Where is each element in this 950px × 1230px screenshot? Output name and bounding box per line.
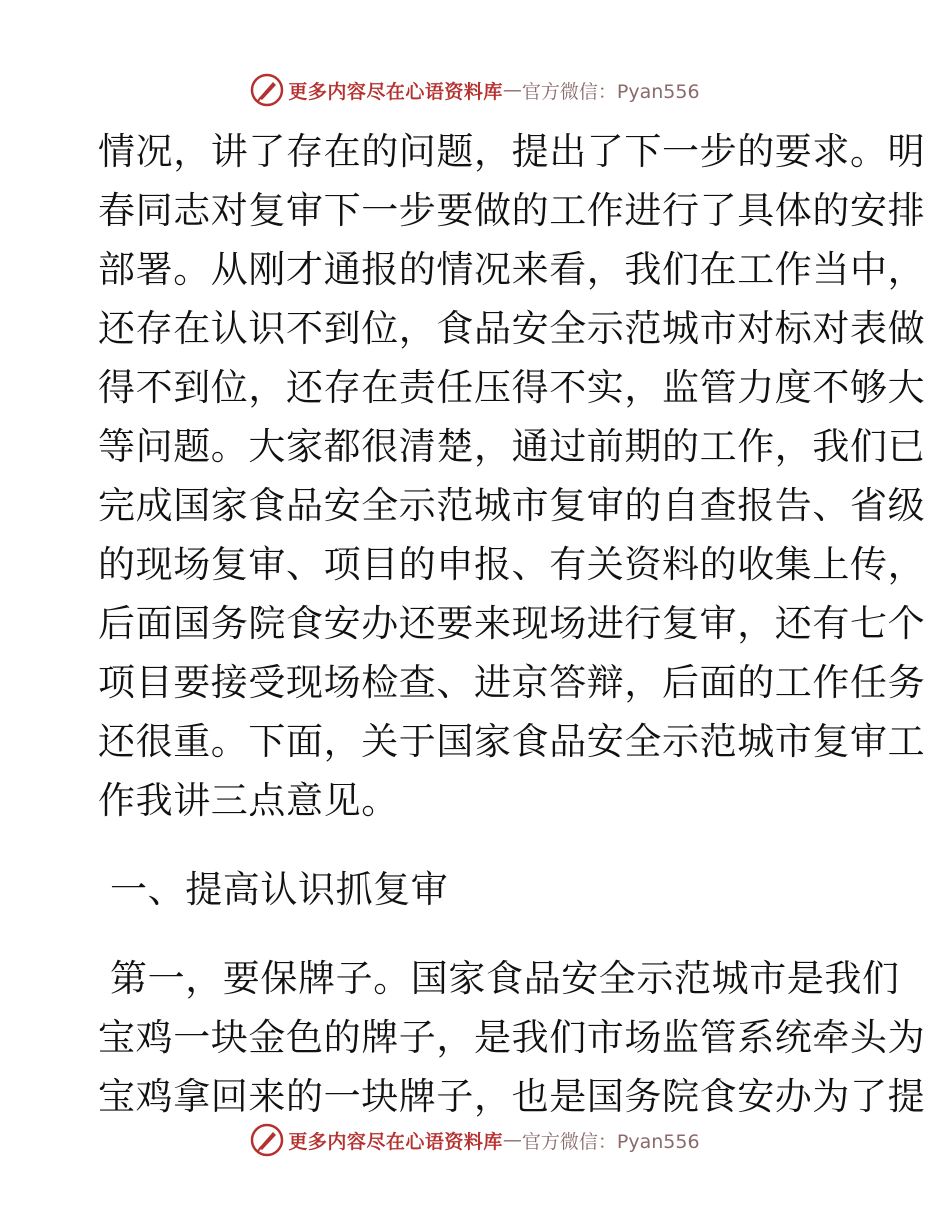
text-line: 第一，要保牌子。国家食品安全示范城市是我们 — [110, 957, 900, 1000]
text-line: 作我讲三点意见。 — [98, 779, 399, 822]
paragraph-2 — [98, 949, 926, 1126]
paragraph-spacer — [98, 830, 858, 860]
text-line: 宝鸡拿回来的一块牌子，也是国务院食安办为了提 — [98, 1075, 926, 1118]
document-body — [98, 122, 926, 1126]
text-line: 完成国家食品安全示范城市复审的自查报告、省级 — [98, 484, 926, 527]
text-line: 情况，讲了存在的问题，提出了下一步的要求。明 — [98, 130, 926, 173]
paragraph-spacer — [98, 919, 858, 949]
section-heading — [98, 860, 858, 919]
text-line: 得不到位，还存在责任压得不实，监管力度不够大 — [98, 366, 926, 409]
paragraph-1 — [98, 122, 926, 830]
text-line: 还存在认识不到位，食品安全示范城市对标对表做 — [98, 307, 926, 350]
text-line: 春同志对复审下一步要做的工作进行了具体的安排 — [98, 189, 926, 232]
text-line: 还很重。下面，关于国家食品安全示范城市复审工 — [98, 720, 926, 763]
footer-watermark — [0, 1120, 950, 1160]
header-watermark — [0, 70, 950, 110]
text-line: 的现场复审、项目的申报、有关资料的收集上传， — [98, 543, 926, 586]
text-line: 后面国务院食安办还要来现场进行复审，还有七个 — [98, 602, 926, 645]
heading-1: 一、提高认识抓复审 — [110, 868, 449, 911]
watermark-wechat: 官方微信：Pyan556 — [521, 1130, 700, 1153]
watermark-separator: — — [502, 79, 522, 101]
text-line: 项目要接受现场检查、进京答辩，后面的工作任务 — [98, 661, 926, 704]
text-line: 等问题。大家都很清楚，通过前期的工作，我们已 — [98, 425, 926, 468]
watermark-separator: — — [502, 1129, 522, 1151]
watermark-wechat: 官方微信：Pyan556 — [521, 80, 700, 103]
quill-logo-icon — [250, 1123, 284, 1157]
watermark-text: 更多内容尽在心语资料库 — [288, 80, 503, 103]
text-line: 部署。从刚才通报的情况来看，我们在工作当中， — [98, 248, 926, 291]
text-line: 宝鸡一块金色的牌子，是我们市场监管系统牵头为 — [98, 1016, 926, 1059]
watermark-text: 更多内容尽在心语资料库 — [288, 1130, 503, 1153]
quill-logo-icon — [250, 73, 284, 107]
